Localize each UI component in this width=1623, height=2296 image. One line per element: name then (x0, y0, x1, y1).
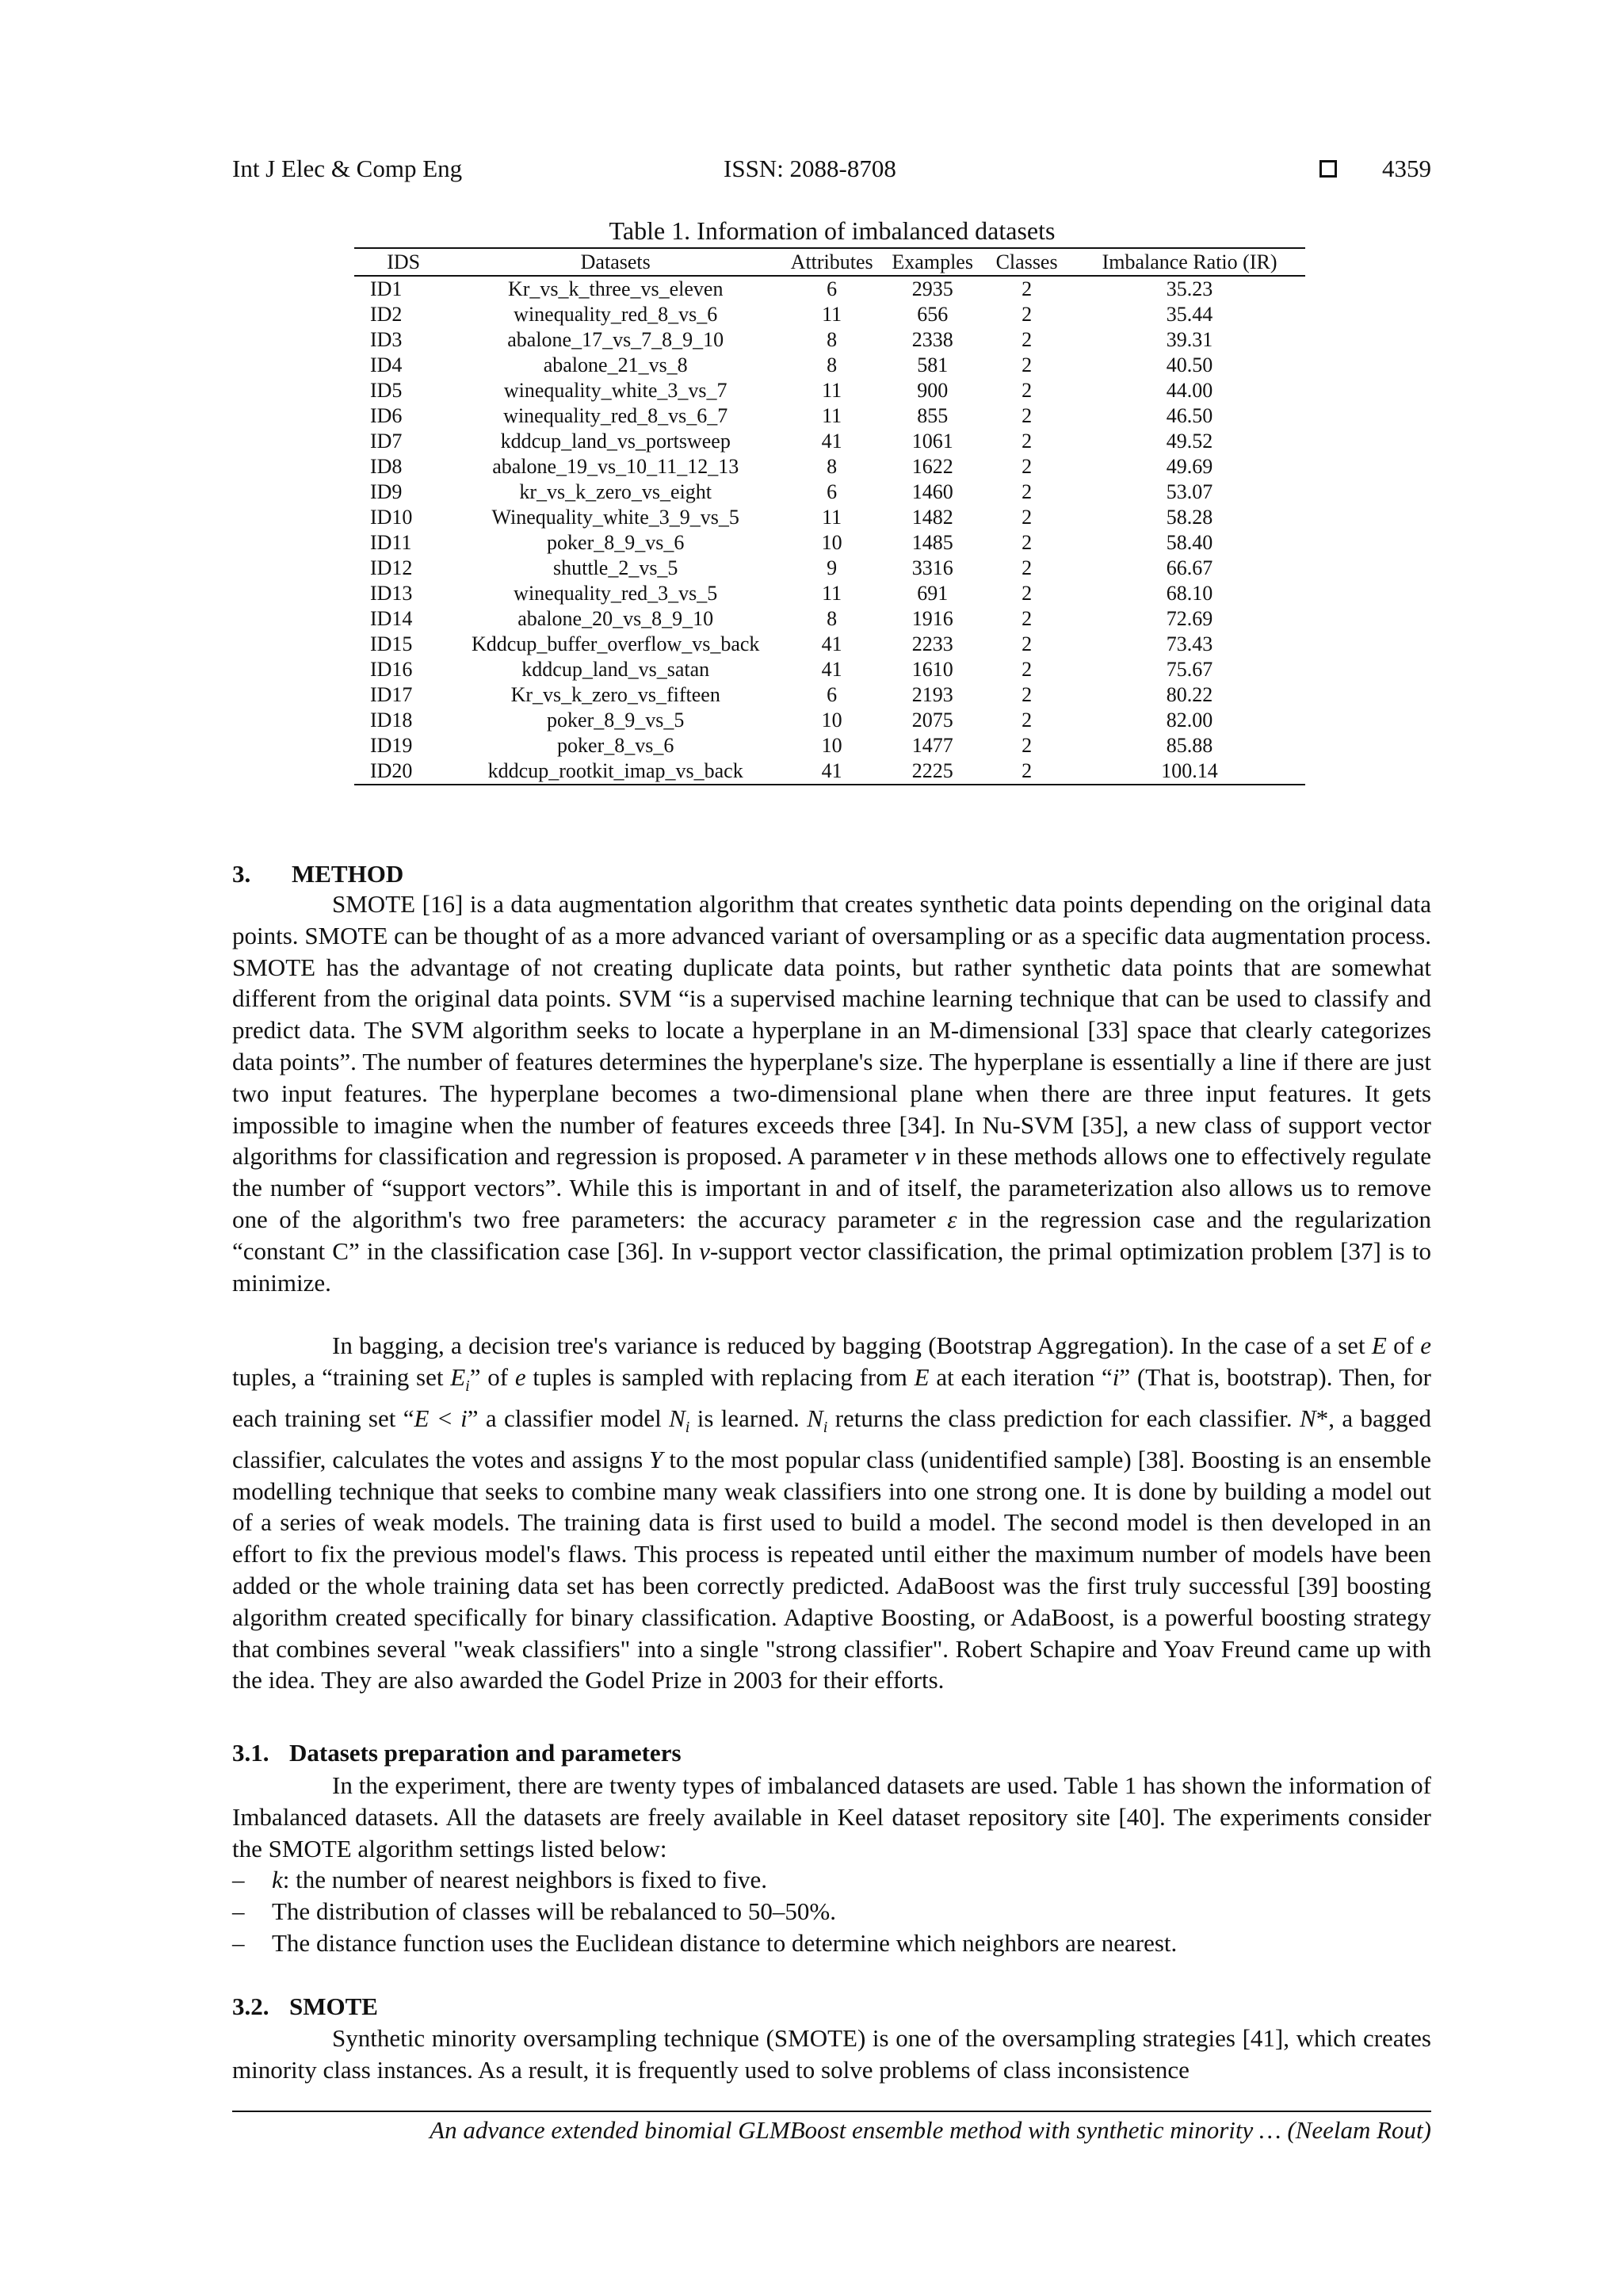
table-cell: 2 (1022, 430, 1033, 453)
table-cell: 6 (827, 277, 838, 300)
table-cell: 40.50 (1166, 353, 1213, 376)
list-item-text: : the number of nearest neighbors is fixed to five. (282, 1866, 767, 1893)
table-row (354, 606, 1305, 632)
table-row (354, 327, 1305, 353)
text-run: Y (649, 1445, 663, 1473)
table-cell: ID14 (370, 607, 413, 630)
table-cell: 66.67 (1166, 556, 1213, 579)
table-cell: 656 (917, 303, 949, 326)
table-cell: 581 (917, 353, 949, 376)
table-cell: shuttle_2_vs_5 (552, 556, 678, 579)
text-run: ν (699, 1236, 710, 1265)
section-title: METHOD (292, 860, 404, 888)
dash-bullet-icon: – (232, 1866, 245, 1893)
text-run: of (1386, 1331, 1421, 1359)
table-cell: 11 (822, 506, 842, 529)
table-cell: 2 (1022, 607, 1033, 630)
table-cell: 1622 (911, 455, 953, 478)
table-cell: 691 (917, 582, 949, 605)
table-row (354, 302, 1305, 327)
table-cell: ID11 (370, 531, 412, 554)
table-cell: 49.69 (1166, 455, 1213, 478)
table-cell: 2233 (911, 632, 953, 655)
text-run: tuples is sampled with replacing from (525, 1362, 915, 1391)
table-header-row (354, 248, 1305, 276)
table-cell: kddcup_rootkit_imap_vs_back (487, 759, 743, 782)
column-header: Imbalance Ratio (IR) (1074, 248, 1305, 276)
table-cell: winequality_white_3_vs_7 (503, 379, 727, 402)
table-cell: ID13 (370, 582, 413, 605)
text-run: In bagging, a decision tree's variance is reduced by bagging (Bootstrap Aggregation). In the case of a set (332, 1331, 1372, 1359)
table-cell: 2 (1022, 404, 1033, 427)
table-cell: 2 (1022, 683, 1033, 706)
text-run: in these methods allows one to effectively regulate the number of “support vectors”. While this is important in and of itself, the parameterization also allows us to remove one of the algorithm's two free parameters: the accuracy parameter (232, 1142, 1431, 1233)
running-header (232, 155, 1431, 189)
table-cell: ID9 (370, 480, 403, 503)
section-heading (232, 860, 403, 888)
table-cell: 58.40 (1166, 531, 1213, 554)
table-cell: 53.07 (1166, 480, 1213, 503)
table-cell: 11 (822, 303, 842, 326)
table-cell: Winequality_white_3_9_vs_5 (491, 506, 739, 529)
list-item (232, 1864, 1431, 1896)
table-row (354, 454, 1305, 479)
text-run: N (807, 1404, 823, 1432)
table-row (354, 530, 1305, 556)
text-run: ” of (469, 1362, 515, 1391)
issn: ISSN: 2088-8708 (724, 155, 896, 182)
text-run: e (514, 1362, 526, 1391)
table-cell: 72.69 (1166, 607, 1213, 630)
datasets-table (354, 247, 1305, 785)
list-item (232, 1927, 1431, 1959)
table-cell: 1916 (911, 607, 953, 630)
list-item-text: The distance function uses the Euclidean distance to determine which neighbors are nearest. (272, 1929, 1178, 1957)
text-run: to the most popular class (unidentified sample) [38]. Boosting is an ensemble modelling technique that seeks to combine many weak classifiers into one strong one. It is done by building a model out of a series of weak models. The training data is first used to build a model. The second model is then developed in an effort to fix the previous model's flaws. This process is repeated until either the maximum number of models have been added or the whole training data set has been correctly predicted. AdaBoost was the first truly successful [39] boosting algorithm created specifically for binary classification. Adaptive Boosting, or AdaBoost, is a powerful boosting strategy that combines several "weak classifiers" into a single "strong classifier". Robert Schapire and Yoav Freund came up with the idea. They are also awarded the Godel Prize in 2003 for their efforts. (232, 1445, 1431, 1694)
text-run: SMOTE [16] is a data augmentation algorithm that creates synthetic data points depending on the original data points. SMOTE can be thought of as a more advanced variant of oversampling or as a specific data augmentation process. SMOTE has the advantage of not creating duplicate data points, but rather synthetic data points that are somewhat different from the original data points. SVM “is a supervised machine learning technique that can be used to classify and predict data. The SVM algorithm seeks to locate a hyperplane in an M-dimensional [33] space that clearly categorizes data points”. The number of features determines the hyperplane's size. The hyperplane is essentially a line if there are just two input features. The hyperplane becomes a two-dimensional plane when there are three input features. It gets impossible to imagine when the number of features exceeds three [34]. In Nu-SVM [35], a new class of support vector algorithms for classification and regression is proposed. A parameter (232, 890, 1431, 1171)
subsection-number: 3.1. (232, 1739, 269, 1767)
table-row (354, 378, 1305, 403)
list-item-lead: k (272, 1866, 283, 1893)
table-cell: 2 (1022, 303, 1033, 326)
text-run: i (1112, 1362, 1120, 1391)
table-row (354, 657, 1305, 682)
table-cell: winequality_red_8_vs_6 (514, 303, 718, 326)
table-cell: poker_8_vs_6 (557, 734, 674, 757)
table-cell: poker_8_9_vs_5 (547, 709, 685, 732)
table-cell: ID10 (370, 506, 413, 529)
text-run: i (685, 1418, 690, 1436)
text-run: N (669, 1404, 685, 1432)
footer-rule (232, 2111, 1431, 2112)
table-cell: 1485 (911, 531, 953, 554)
text-run: is learned. (689, 1404, 808, 1432)
table-cell: Kr_vs_k_zero_vs_fifteen (510, 683, 720, 706)
table-cell: 2193 (911, 683, 953, 706)
paragraph (232, 1330, 1431, 1696)
table-cell: 2 (1022, 734, 1033, 757)
paragraph (232, 888, 1431, 1298)
column-header: Datasets (453, 248, 778, 276)
table-cell: 80.22 (1166, 683, 1213, 706)
table-cell: 2 (1022, 709, 1033, 732)
table-cell: poker_8_9_vs_6 (547, 531, 685, 554)
table-cell: 6 (827, 683, 838, 706)
table-cell: 68.10 (1166, 582, 1213, 605)
subsection-heading (232, 1992, 378, 2021)
table-cell: ID19 (370, 734, 413, 757)
bullet-list (232, 1864, 1431, 1959)
text-run: E < i (414, 1404, 468, 1432)
table-cell: abalone_21_vs_8 (543, 353, 688, 376)
table-cell: 8 (827, 353, 838, 376)
table-row (354, 276, 1305, 302)
table-cell: 2 (1022, 658, 1033, 681)
dash-bullet-icon: – (232, 1929, 245, 1957)
subsection-number: 3.2. (232, 1992, 269, 2020)
table-cell: 75.67 (1166, 658, 1213, 681)
table-cell: kr_vs_k_zero_vs_eight (519, 480, 712, 503)
table-cell: 35.44 (1166, 303, 1213, 326)
list-item (232, 1896, 1431, 1927)
table-row (354, 403, 1305, 429)
table-cell: ID20 (370, 759, 413, 782)
table-cell: 2935 (911, 277, 953, 300)
table-cell: ID12 (370, 556, 413, 579)
table-cell: Kddcup_buffer_overflow_vs_back (472, 632, 760, 655)
text-run: ” (That is, bootstrap). Then, for each training set “ (232, 1362, 1432, 1432)
table-cell: 44.00 (1166, 379, 1213, 402)
text-run: ε (947, 1205, 957, 1233)
table-cell: 2 (1022, 480, 1033, 503)
column-header: Examples (885, 248, 980, 276)
table-cell: 2338 (911, 328, 953, 351)
section-number: 3. (232, 860, 251, 888)
table-cell: Kr_vs_k_three_vs_eleven (507, 277, 724, 300)
table-row (354, 632, 1305, 657)
column-header: IDS (354, 248, 453, 276)
text-run: -support vector classification, the primal optimization problem [37] is to minimize. (232, 1236, 1432, 1297)
table-cell: ID17 (370, 683, 413, 706)
table-row (354, 708, 1305, 733)
table-row (354, 758, 1305, 785)
table-cell: ID2 (370, 303, 403, 326)
text-run: ” a classifier model (467, 1404, 670, 1432)
table-cell: 58.28 (1166, 506, 1213, 529)
table-cell: ID1 (370, 277, 403, 300)
column-header: Attributes (778, 248, 885, 276)
table-cell: 9 (827, 556, 838, 579)
column-header: Classes (980, 248, 1074, 276)
table-cell: 2 (1022, 556, 1033, 579)
table-row (354, 429, 1305, 454)
table-cell: 41 (821, 658, 842, 681)
table-cell: 35.23 (1166, 277, 1213, 300)
table-cell: 49.52 (1166, 430, 1213, 453)
running-footer: An advance extended binomial GLMBoost ensemble method with synthetic minority … (Neelam Rout) (430, 2116, 1431, 2144)
table-cell: ID5 (370, 379, 403, 402)
table-cell: 2 (1022, 531, 1033, 554)
table-cell: ID3 (370, 328, 403, 351)
table-cell: ID8 (370, 455, 403, 478)
table-cell: 855 (917, 404, 949, 427)
table-cell: 46.50 (1166, 404, 1213, 427)
table-cell: 1460 (911, 480, 953, 503)
page-number: 4359 (1382, 155, 1431, 182)
subsection-title: Datasets preparation and parameters (289, 1739, 682, 1767)
text-run: tuples, a “training set (232, 1362, 451, 1391)
table-cell: abalone_20_vs_8_9_10 (517, 607, 714, 630)
text-run: E (1371, 1331, 1387, 1359)
table-cell: ID16 (370, 658, 413, 681)
text-run: in the regression case and the regularization “constant C” in the classification case [36]. In (232, 1205, 1432, 1265)
table-row (354, 581, 1305, 606)
dash-bullet-icon: – (232, 1897, 245, 1925)
table-cell: 10 (821, 734, 842, 757)
table-cell: 2 (1022, 277, 1033, 300)
table-cell: 1482 (911, 506, 953, 529)
table-cell: 2 (1022, 353, 1033, 376)
text-run: *, a bagged classifier, calculates the votes and assigns (232, 1404, 1431, 1473)
table-cell: 41 (821, 430, 842, 453)
table-cell: 2 (1022, 506, 1033, 529)
text-run: i (823, 1418, 828, 1436)
table-cell: winequality_red_3_vs_5 (514, 582, 718, 605)
table-cell: abalone_19_vs_10_11_12_13 (492, 455, 739, 478)
journal-name: Int J Elec & Comp Eng (232, 155, 463, 182)
table-cell: 11 (822, 404, 842, 427)
table-cell: 10 (821, 531, 842, 554)
table-cell: 2 (1022, 632, 1033, 655)
table-cell: 2 (1022, 582, 1033, 605)
table-cell: 100.14 (1161, 759, 1218, 782)
table-row (354, 479, 1305, 505)
table-cell: ID18 (370, 709, 413, 732)
text-run: i (465, 1377, 470, 1395)
table-cell: 41 (821, 632, 842, 655)
table-cell: winequality_red_8_vs_6_7 (503, 404, 728, 427)
text-run: ν (915, 1142, 926, 1171)
table-cell: 2225 (911, 759, 953, 782)
table-cell: 1610 (911, 658, 953, 681)
text-run: e (1420, 1331, 1431, 1359)
square-icon (1319, 160, 1337, 178)
table-row (354, 733, 1305, 758)
table-cell: 41 (821, 759, 842, 782)
table-cell: 2 (1022, 379, 1033, 402)
table-cell: ID4 (370, 353, 403, 376)
table-cell: 6 (827, 480, 838, 503)
table-cell: 85.88 (1166, 734, 1213, 757)
table-cell: kddcup_land_vs_portsweep (500, 430, 731, 453)
table-cell: 73.43 (1166, 632, 1213, 655)
table-cell: 8 (827, 455, 838, 478)
table-cell: ID6 (370, 404, 403, 427)
paragraph: Synthetic minority oversampling technique (SMOTE) is one of the oversampling strategies [41], which creates minority class instances. As a result, it is frequently used to solve problems of class inconsistence (232, 2024, 1431, 2084)
table-cell: 8 (827, 607, 838, 630)
paragraph: In the experiment, there are twenty types of imbalanced datasets are used. Table 1 has shown the information of Imbalanced datasets. All the datasets are freely available in Keel dataset repository site [40]. The experiments consider the SMOTE algorithm settings listed below: (232, 1771, 1431, 1862)
text-run: E (914, 1362, 930, 1391)
table-cell: 11 (822, 379, 842, 402)
text-run: E (450, 1362, 466, 1391)
table-cell: 11 (822, 582, 842, 605)
table-row (354, 353, 1305, 378)
table-cell: 10 (821, 709, 842, 732)
table-cell: ID15 (370, 632, 413, 655)
table-cell: 39.31 (1166, 328, 1213, 351)
table-cell: 3316 (911, 556, 953, 579)
table-cell: 1477 (911, 734, 953, 757)
table-row (354, 682, 1305, 708)
table-cell: 1061 (911, 430, 953, 453)
table-cell: abalone_17_vs_7_8_9_10 (507, 328, 724, 351)
table-cell: 2 (1022, 455, 1033, 478)
table-cell: 8 (827, 328, 838, 351)
text-run: returns the class prediction for each classifier. (827, 1404, 1300, 1432)
table-caption: Table 1. Information of imbalanced datasets (609, 216, 1056, 245)
table-body (354, 276, 1305, 785)
table-cell: ID7 (370, 430, 403, 453)
subsection-heading (232, 1739, 682, 1767)
table-cell: 900 (917, 379, 949, 402)
table-cell: 2075 (911, 709, 953, 732)
list-item-text: The distribution of classes will be rebalanced to 50–50%. (272, 1897, 836, 1925)
table-row (354, 556, 1305, 581)
table-cell: 2 (1022, 328, 1033, 351)
table-cell: 82.00 (1166, 709, 1213, 732)
text-run: N (1300, 1404, 1316, 1432)
table-cell: 2 (1022, 759, 1033, 782)
table-cell: kddcup_land_vs_satan (521, 658, 710, 681)
subsection-title: SMOTE (289, 1992, 378, 2020)
text-run: at each iteration “ (929, 1362, 1113, 1391)
table-row (354, 505, 1305, 530)
